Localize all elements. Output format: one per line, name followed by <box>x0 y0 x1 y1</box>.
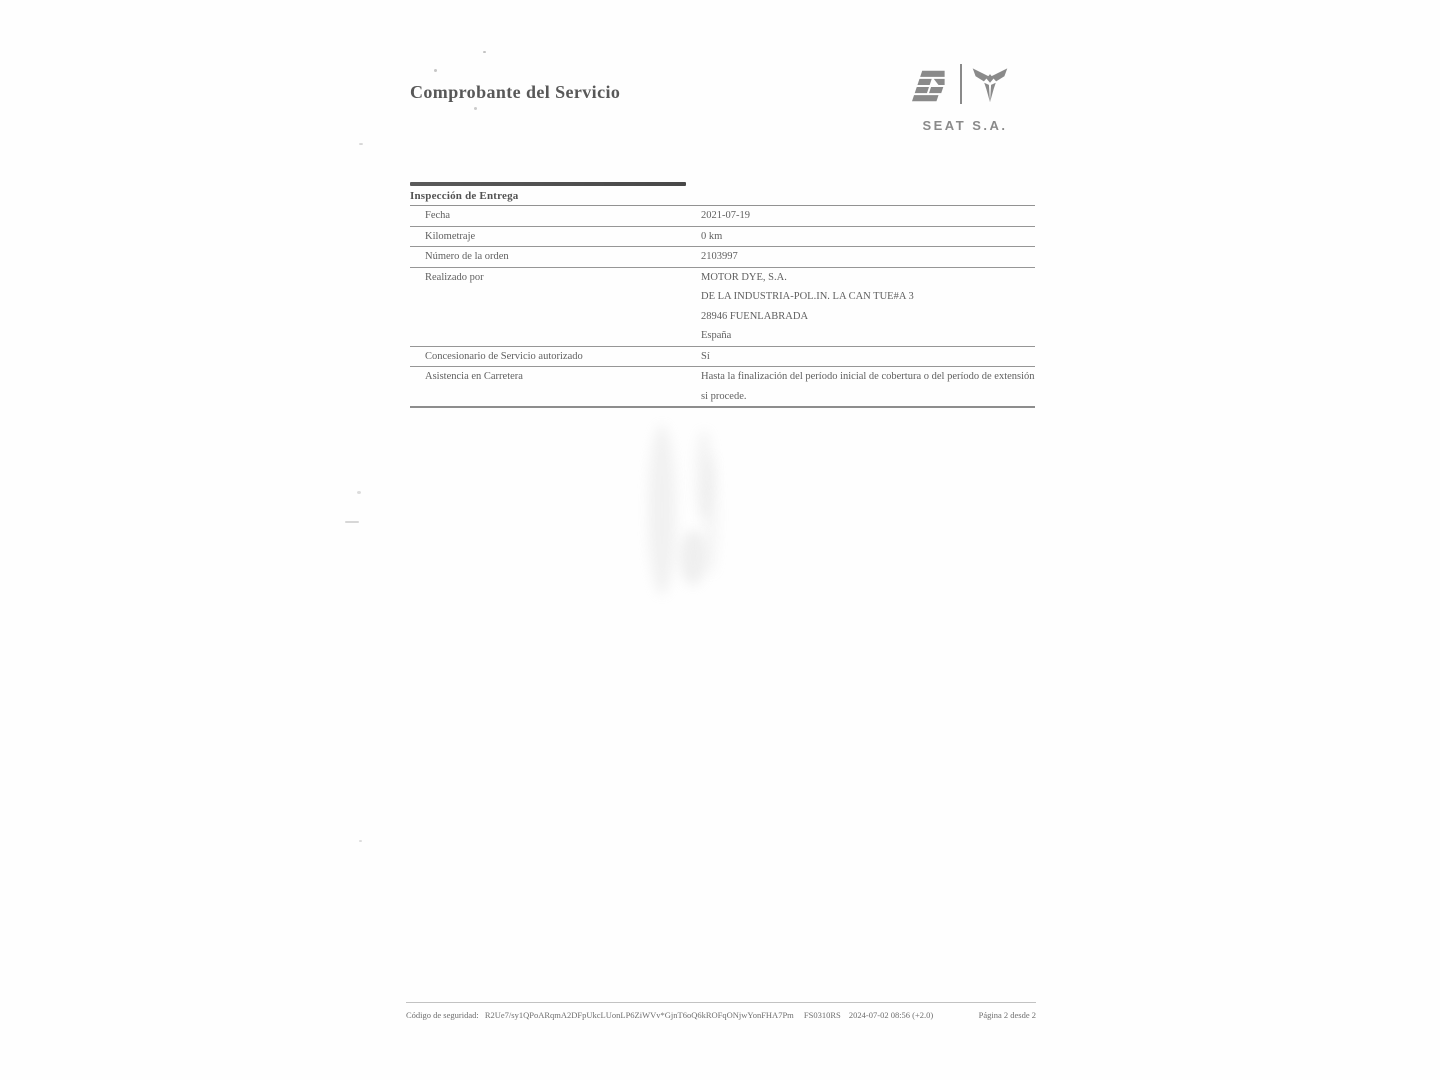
table-row <box>410 367 1035 408</box>
page-title: Comprobante del Servicio <box>410 82 621 102</box>
security-code-label: Código de seguridad: <box>406 1010 479 1020</box>
scan-artifact <box>483 51 486 53</box>
cupra-logo-icon <box>972 66 1008 111</box>
scan-artifact <box>648 425 676 595</box>
row-label: Número de la orden <box>425 251 509 262</box>
security-code-value: R2Ue7/sy1QPoARqmA2DFpUkcLUonLP6ZiWVv*GjnT6oQ6kROFqONjwYonFHA7Pm <box>484 1010 794 1020</box>
table-top-bar <box>410 182 686 186</box>
section-title: Inspección de Entrega <box>410 188 1035 206</box>
scan-artifact <box>357 491 361 494</box>
brand-block <box>900 60 1030 140</box>
table-row <box>410 206 1035 227</box>
row-label: Asistencia en Carretera <box>425 371 523 382</box>
scan-artifact <box>359 143 363 145</box>
scan-artifact <box>359 840 362 842</box>
row-value: MOTOR DYE, S.A. DE LA INDUSTRIA-POL.IN. LA CAN TUE#A 3 28946 FUENLABRADA España <box>701 271 914 341</box>
scan-artifact <box>345 521 359 523</box>
row-value: 0 km <box>701 230 723 242</box>
document-footer <box>406 1002 1036 1020</box>
row-label: Concesionario de Servicio autorizado <box>425 350 583 362</box>
scan-artifact <box>474 107 477 110</box>
document-code: FS0310RS <box>803 1010 841 1020</box>
row-label: Fecha <box>425 210 451 221</box>
row-value: Hasta la finalización del período inicial de cobertura o del período de extensión si procede. <box>701 371 1035 402</box>
table-row <box>410 347 1035 368</box>
security-code-line <box>406 1010 933 1020</box>
brand-name: SEAT S.A. <box>922 118 1008 133</box>
row-value: Sí <box>701 350 710 362</box>
logo-divider <box>960 64 962 104</box>
table-row <box>410 268 1035 347</box>
row-label: Kilometraje <box>425 230 476 242</box>
row-value: 2103997 <box>701 251 738 262</box>
row-value: 2021-07-19 <box>701 210 750 221</box>
page-indicator: Página 2 desde 2 <box>978 1010 1036 1020</box>
inspection-table <box>410 182 1035 408</box>
row-label: Realizado por <box>425 271 484 283</box>
footer-timestamp: 2024-07-02 08:56 (+2.0) <box>848 1010 934 1020</box>
scan-artifact <box>704 455 718 575</box>
table-row <box>410 227 1035 248</box>
table-row <box>410 247 1035 268</box>
seat-logo-icon <box>912 70 946 107</box>
scan-artifact <box>680 530 706 585</box>
scan-artifact <box>434 69 437 72</box>
